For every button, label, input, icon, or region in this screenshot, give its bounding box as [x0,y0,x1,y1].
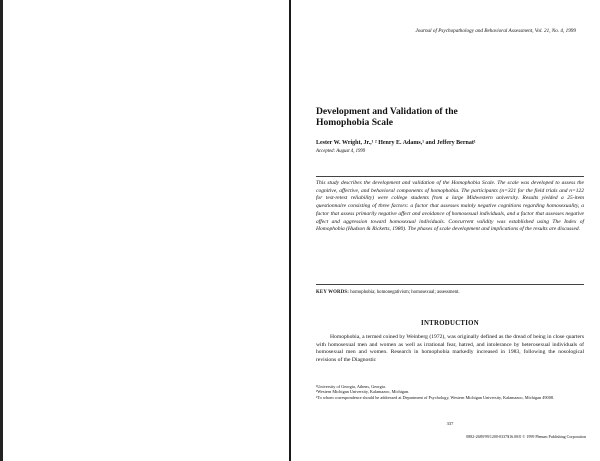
footnote-1: ¹University of Georgia, Athens, Georgia. [316,384,386,389]
journal-header: Journal of Psychopathology and Behavioral Assessment, Vol. 21, No. 4, 1999 [415,28,576,34]
section-heading: INTRODUCTION [421,320,479,327]
author-list: Lester W. Wright, Jr.,¹ ² Henry E. Adams,¹ and Jeffery Bernat¹ [316,140,476,146]
abstract-bottom-rule [316,284,584,285]
article-title [316,106,576,128]
book-gutter [289,0,291,461]
scan-left-edge [0,0,3,461]
body-paragraph: Homophobia, a termed coined by Weinberg (1972), was originally defined as the dread of being in close quarters with homosexual men and women as well as irrational fear, hatred, and intolerance by heterosexual individuals of homosexual men and women. Research in homophobia markedly increased in 1983, following the nosological revisions of the Diagnostic [316,334,584,363]
keywords-label: KEY WORDS: [316,290,350,295]
accepted-date: Accepted: August 4, 1999 [316,149,366,154]
abstract: This study describes the development and validation of the Homophobia Scale. The scale was developed to assess the cognitive, affective, and behavioral components of homophobia. The participants (n=321 for the field trials and n=122 for test-retest reliability) were college students from a large Midwestern university. Results yielded a 25-item questionnaire consisting of three factors: a factor that assesses mainly negative cognitions regarding homosexuality, a factor that assess primarily negative affect and avoidance of homosexual individuals, and a factor that assesses negative affect and aggression toward homosexual individuals. Concurrent validity was established using The Index of Homophobia (Hudson & Ricketts, 1980). The phases of scale development and implications of the results are discussed. [316,180,584,233]
footnotes [316,384,584,400]
footnote-2: ²Western Michigan University, Kalamazoo, Michigan. [316,389,410,395]
body-text [316,334,584,364]
keywords [316,290,586,295]
keywords-text: homophobia; homonegativism; homosexual; assessment. [350,290,460,295]
title-line-1: Development and Validation of the [316,106,458,117]
page-number: 337 [446,421,454,426]
title-line-2: Homophobia Scale [316,117,394,128]
article-page [302,0,592,461]
copyright-line: 0882-2689/99/1200-0337$16.00/0 © 1999 Plenum Publishing Corporation [466,434,586,439]
abstract-top-rule [316,176,584,177]
footnote-3: ³To whom correspondence should be addressed at Department of Psychology, Western Michigan University, Kalamazoo, Michigan 49008. [316,394,555,400]
